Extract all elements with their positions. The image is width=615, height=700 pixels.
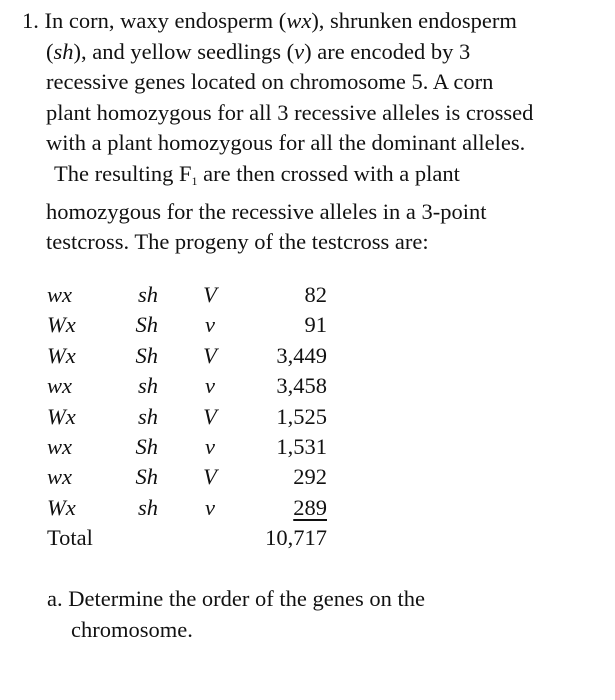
problem-statement (22, 6, 612, 258)
gene-sh: sh (53, 38, 74, 64)
progeny-count: 1,525 (276, 403, 327, 429)
f1-subscript: 1 (191, 173, 198, 188)
genotype-v-locus: V (203, 403, 217, 429)
progeny-count-underlined: 289 (293, 494, 327, 520)
problem-number: 1. (22, 8, 39, 33)
genotype-sh-locus: Sh (135, 312, 158, 338)
genotype-wx-locus: Wx (47, 403, 76, 429)
genotype-sh-locus: Sh (135, 342, 158, 368)
gene-v: v (294, 38, 305, 64)
problem-line-4: plant homozygous for all 3 recessive alleles is crossed (46, 99, 534, 125)
table-row (0, 462, 615, 492)
genotype-wx-locus: wx (47, 282, 72, 307)
table-row (0, 493, 615, 523)
question-a (47, 584, 607, 645)
progeny-count: 82 (304, 282, 327, 307)
genotype-wx-locus: wx (47, 464, 72, 490)
genotype-sh-locus: Sh (135, 433, 158, 459)
genotype-v-locus: v (205, 312, 215, 338)
genotype-v-locus: v (205, 373, 215, 399)
genotype-v-locus: V (203, 282, 217, 307)
genotype-wx-locus: Wx (47, 494, 76, 520)
genotype-sh-locus: Sh (135, 464, 158, 490)
genotype-sh-locus: sh (137, 282, 158, 307)
table-row (0, 310, 615, 340)
genotype-v-locus: V (203, 342, 217, 368)
genotype-v-locus: v (205, 433, 215, 459)
table-row (0, 371, 615, 401)
question-a-line-2: chromosome. (71, 616, 193, 642)
progeny-count: 3,449 (276, 342, 327, 368)
problem-line-8: testcross. The progeny of the testcross are: (46, 229, 429, 255)
problem-line-5: with a plant homozygous for all the dominant alleles. (46, 130, 526, 156)
genotype-sh-locus: sh (137, 403, 158, 429)
gene-wx: wx (286, 8, 312, 33)
progeny-count: 91 (304, 312, 327, 338)
total-label: Total (47, 525, 93, 551)
table-row (0, 280, 615, 310)
question-a-line-1: a. Determine the order of the genes on the (47, 586, 425, 611)
total-value: 10,717 (265, 525, 327, 551)
table-row (0, 402, 615, 432)
progeny-count: 3,458 (276, 373, 327, 399)
genotype-sh-locus: sh (137, 373, 158, 399)
genotype-wx-locus: wx (47, 373, 72, 399)
genotype-wx-locus: Wx (47, 342, 76, 368)
problem-line-1: 1. In corn, waxy endosperm (wx), shrunken endosperm (22, 8, 517, 33)
genotype-v-locus: v (205, 494, 215, 520)
problem-line-3: recessive genes located on chromosome 5. A corn (46, 69, 494, 95)
progeny-table (0, 280, 615, 554)
genotype-v-locus: V (203, 464, 217, 490)
total-row (0, 523, 615, 553)
table-row (0, 432, 615, 462)
problem-line-2: (sh), and yellow seedlings (v) are encoded by 3 (46, 38, 471, 64)
progeny-count: 292 (293, 464, 327, 490)
progeny-count (236, 493, 327, 523)
genotype-wx-locus: wx (47, 433, 72, 459)
progeny-count: 1,531 (276, 433, 327, 459)
genotype-sh-locus: sh (137, 494, 158, 520)
genotype-wx-locus: Wx (47, 312, 76, 338)
table-row (0, 341, 615, 371)
problem-line-7: homozygous for the recessive alleles in a 3-point (46, 198, 487, 224)
problem-line-6: The resulting $F_1$ are then crossed with a plant (54, 160, 460, 188)
